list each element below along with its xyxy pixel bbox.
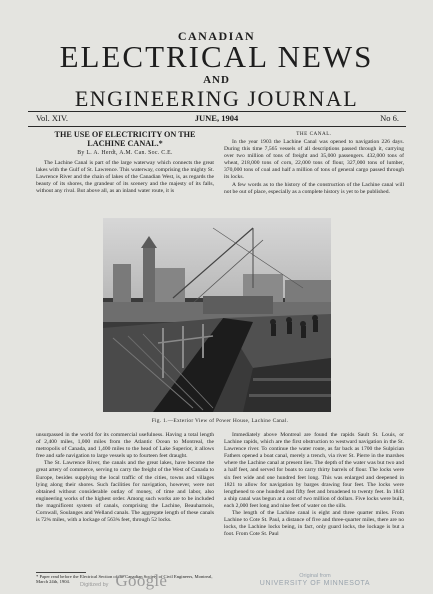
google-watermark (80, 571, 167, 591)
issue-date: JUNE, 1904 (194, 113, 239, 123)
masthead-rule-top (28, 111, 406, 112)
article-byline: By L. A. Herdt, A.M. Can. Soc. C.E. (77, 150, 173, 156)
article-title (36, 130, 214, 148)
watermark-digitized-by: Digitized by (80, 582, 109, 588)
issue-number: No 6. (380, 113, 399, 123)
paragraph: The length of the Lachine canal is eight and three quarter miles. From Lachine to Cote St. Paul, a distance of five and three-quarter miles, there are no locks, the Lachine locks being, in fact, only guard locks, the lockage is but a foot. From Cote St. Paul (224, 510, 404, 538)
right-column-bottom (224, 432, 404, 538)
masthead-engineering-journal: ENGINEERING JOURNAL (74, 86, 359, 111)
masthead-canadian: CANADIAN (177, 29, 256, 43)
university-watermark (256, 572, 374, 588)
paragraph: The St. Lawrence River, the canals and the great lakes, have become the great artery of commerce, serving to carry the freight of the West of Canada to Europe, besides supplying the local traffic of the cities, towns and villages lying along their shores. Such facilities for navigation, however, were not obtained without considerable outlay of money, of time and labor, also engineering works of the highest order. Among such works are to be included the magnificent system of canals, comprising the Lachine, Beauharnois, Cornwall, Soulanges and Welland canals. The aggregate length of these canals is 72¾ miles, with a lockage of 563¾ feet, through 52 locks. (36, 460, 214, 524)
article-title-line2: LACHINE CANAL.* (87, 139, 163, 148)
article-title-line1: THE USE OF ELECTRICITY ON THE (54, 130, 196, 139)
issue-volume: Vol. XIV. (36, 113, 69, 123)
masthead-rule-bottom (28, 126, 406, 127)
footnote-rule (36, 572, 86, 573)
watermark-original-from: Original from (299, 573, 331, 579)
left-column-top (36, 160, 214, 195)
paragraph: In the year 1903 the Lachine Canal was opened to navigation 226 days. During this time 7,565 vessels of all descriptions passed through it, carrying over two million of tons of freight and 35,000 passengers. 432,000 tons of wheat, 218,000 tons of corn, 22,000 tons of flour, 327,000 tons of lumber, 370,000 tons of coal and half a million of tons of general cargo passed through its locks. (224, 139, 404, 181)
masthead-electrical-news: ELECTRICAL NEWS (59, 39, 374, 74)
figure-caption: Fig. 1.—Exterior View of Power House, Lachine Canal. (151, 418, 289, 424)
right-column-top (224, 139, 404, 196)
paragraph: Immediately above Montreal are found the rapids Sault St. Louis, or Lachine rapids, which are the first obstruction to westward navigation in the St. Lawrence river. To continue the water route, as far back as 1700 the Sulpician Fathers opened a boat canal, merely a trench, via river St. Pierre in the marshes where the Lachine canal at present lies. The depth of the water was but two and a half feet, and served for boats to carry thirty barrels of flour. The locks were six feet wide and one hundred feet long. This was enlarged and deepened in 1821 to allow for navigation by barges drawing four feet. The locks were lengthened to one hundred and fifty feet and broadened to twenty feet. In 1843 a ship canal was begun at a cost of two million of dollars. Five locks were built, each 2,000 feet long and nine feet of water on the sills. (224, 432, 404, 509)
footnote: * Paper read before the Electrical Section of the Canadian Society of Civil Engineers, Montreal, March 24th, 1904. (36, 574, 213, 585)
watermark-google: Google (115, 571, 168, 590)
masthead-and: AND (203, 74, 230, 86)
left-column-bottom (36, 432, 214, 524)
paragraph: unsurpassed in the world for its commercial usefulness. Having a total length of 2,400 miles, 1,000 miles from the Atlantic Ocean to Montreal, the metropolis of Canada, and 1,400 miles to the head of Lake Superior, it allows free and safe navigation to large vessels up to fourteen feet draught. (36, 432, 214, 460)
paragraph: The Lachine Canal is part of the large waterway which connects the great lakes with the Gulf of St. Lawrence. This waterway, comprising the mighty St. Lawrence River and the chain of lakes of the Canadian West, is, as regards the beauty of its shores, the grandeur of its scenery and the majesty of its falls, without any rival. But above all, as an inland water route, it is (36, 160, 214, 195)
photograph-image (103, 218, 331, 412)
paragraph: A few words as to the history of the construction of the Lachine canal will not be out of place, especially as a complete history is yet to be published. (224, 181, 404, 195)
watermark-university: UNIVERSITY OF MINNESOTA (259, 580, 371, 587)
section-heading-canal: THE CANAL. (296, 131, 332, 137)
power-house-photograph (103, 218, 331, 412)
